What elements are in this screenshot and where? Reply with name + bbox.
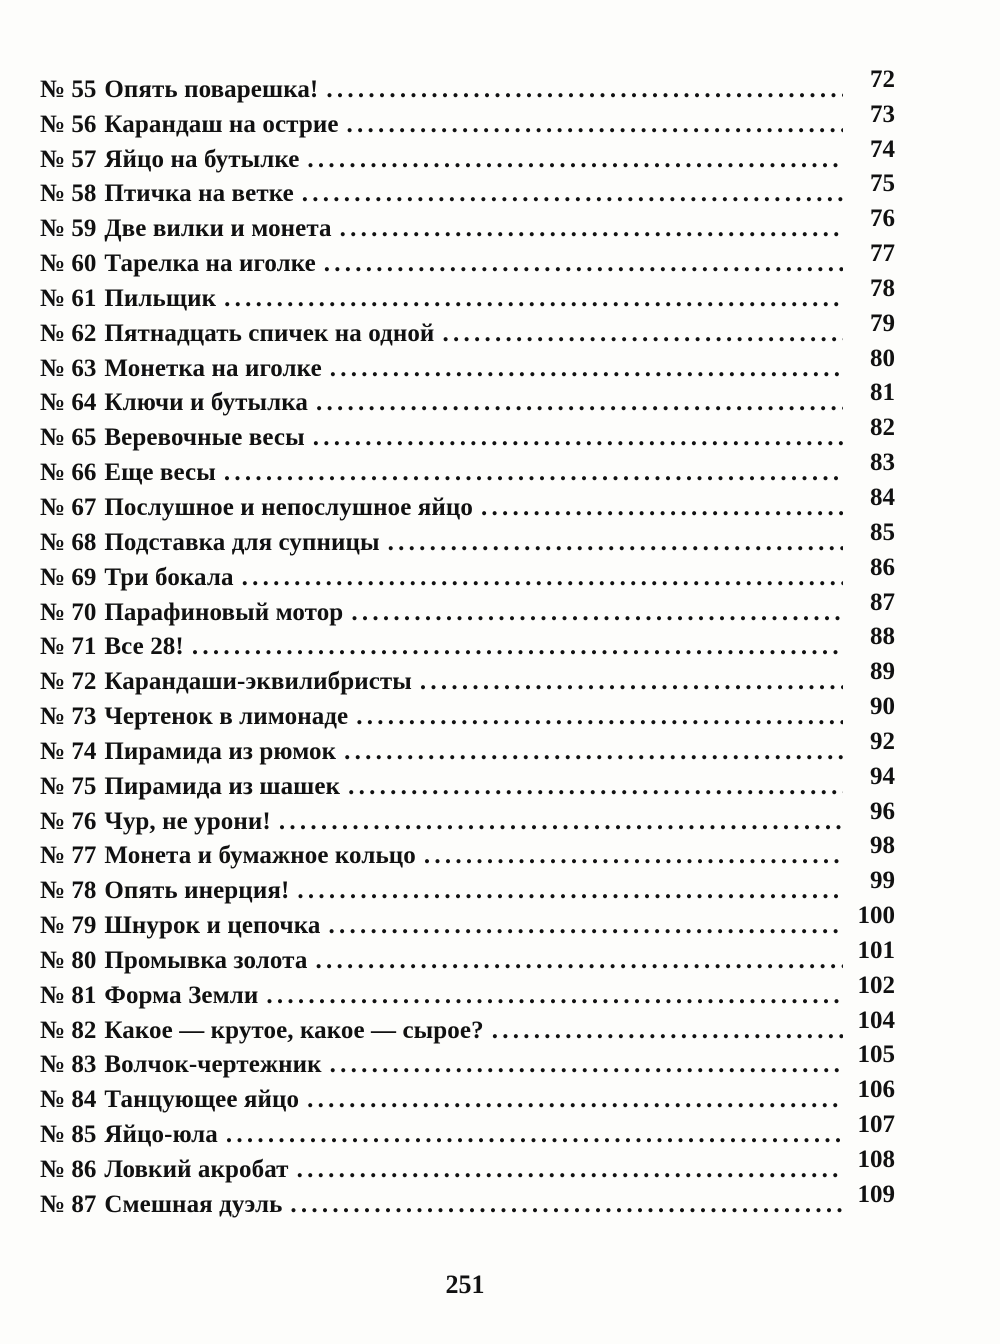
toc-entry-title: Форма Земли bbox=[104, 981, 259, 1009]
toc-entry-title: Птичка на ветке bbox=[104, 180, 294, 208]
toc-entry-page: 89 bbox=[870, 658, 895, 686]
toc-entry-title: Пятнадцать спичек на одной bbox=[104, 319, 435, 347]
toc-entry bbox=[40, 902, 895, 941]
dot-leader bbox=[242, 563, 843, 593]
toc-entry-title: Промывка золота bbox=[104, 946, 308, 974]
toc-entry bbox=[40, 1180, 895, 1220]
toc-entry bbox=[40, 693, 895, 732]
toc-entry-page: 88 bbox=[870, 623, 895, 651]
toc-entry-title: Какое — крутое, какое — сырое? bbox=[104, 1016, 484, 1044]
toc-entry-title: Монета и бумажное кольцо bbox=[104, 842, 416, 870]
toc-entry-number: № 81 bbox=[40, 981, 97, 1009]
dot-leader bbox=[340, 214, 843, 244]
toc-entry-page: 102 bbox=[857, 971, 895, 999]
dot-leader bbox=[347, 110, 843, 140]
dot-leader bbox=[226, 1120, 843, 1150]
toc-entry-title: Все 28! bbox=[104, 633, 184, 661]
toc-entry-title: Ключи и бутылка bbox=[104, 389, 308, 417]
toc-entry bbox=[40, 1146, 895, 1185]
toc-entry bbox=[40, 1076, 895, 1115]
toc-entry-number: № 55 bbox=[40, 75, 97, 103]
toc-entry-number: № 67 bbox=[40, 493, 97, 521]
dot-leader bbox=[492, 1016, 843, 1046]
toc-entry bbox=[40, 553, 895, 593]
toc-entry-title: Тарелка на иголке bbox=[104, 250, 316, 278]
dot-leader bbox=[324, 249, 843, 279]
toc-entry-number: № 85 bbox=[40, 1121, 97, 1149]
toc-entry-page: 87 bbox=[870, 588, 895, 616]
dot-leader bbox=[290, 1190, 843, 1220]
dot-leader bbox=[224, 284, 843, 314]
toc-entry bbox=[40, 65, 895, 105]
dot-leader bbox=[316, 388, 843, 418]
toc-entry-number: № 58 bbox=[40, 180, 97, 208]
toc-entry bbox=[40, 449, 895, 488]
toc-entry-number: № 60 bbox=[40, 250, 97, 278]
toc-entry bbox=[40, 414, 895, 453]
toc-entry-title: Карандаши-эквилибристы bbox=[104, 668, 412, 696]
toc-entry bbox=[40, 971, 895, 1011]
toc-entry bbox=[40, 344, 895, 384]
toc-entry-number: № 66 bbox=[40, 459, 97, 487]
toc-entry-title: Ловкий акробат bbox=[104, 1156, 289, 1183]
toc-entry-page: 77 bbox=[870, 240, 895, 268]
toc-entry-page: 108 bbox=[857, 1146, 895, 1173]
toc-entry-title: Смешная дуэль bbox=[104, 1190, 283, 1218]
toc-entry-title: Яйцо на бутылке bbox=[104, 145, 300, 173]
toc-entry-title: Пильщик bbox=[104, 284, 217, 312]
toc-entry bbox=[40, 658, 895, 697]
toc-entry-page: 101 bbox=[857, 936, 895, 964]
dot-leader bbox=[481, 493, 843, 523]
toc-entry-number: № 80 bbox=[40, 946, 97, 974]
toc-entry-title: Пирамида из шашек bbox=[104, 772, 341, 800]
toc-entry-title: Еще весы bbox=[104, 459, 216, 487]
toc-entry-title: Пирамида из рюмок bbox=[104, 737, 337, 765]
toc-entry-page: 85 bbox=[870, 518, 895, 546]
toc-entry bbox=[40, 483, 895, 523]
toc-entry-number: № 72 bbox=[40, 668, 97, 696]
toc-entry-page: 98 bbox=[870, 832, 895, 860]
toc-entry-page: 79 bbox=[870, 309, 895, 337]
dot-leader bbox=[330, 1050, 843, 1080]
toc-entry bbox=[40, 100, 895, 140]
toc-entry-page: 99 bbox=[870, 867, 895, 895]
dot-leader bbox=[351, 598, 843, 628]
dot-leader bbox=[315, 946, 843, 976]
dot-leader bbox=[424, 841, 843, 871]
toc-entry bbox=[40, 867, 895, 906]
dot-leader bbox=[388, 528, 843, 558]
toc-entry-number: № 86 bbox=[40, 1156, 97, 1183]
toc-entry-page: 94 bbox=[870, 762, 895, 790]
dot-leader bbox=[266, 981, 843, 1011]
toc-entry-title: Опять поварешка! bbox=[104, 75, 319, 103]
toc-entry bbox=[40, 797, 895, 837]
toc-entry bbox=[40, 762, 895, 802]
toc-entry bbox=[40, 170, 895, 210]
dot-leader bbox=[420, 667, 843, 697]
toc-entry-title: Парафиновый мотор bbox=[104, 598, 344, 626]
toc-entry-number: № 69 bbox=[40, 563, 97, 591]
toc-entry-number: № 75 bbox=[40, 772, 97, 800]
toc-entry bbox=[40, 309, 895, 349]
toc-entry-number: № 83 bbox=[40, 1051, 97, 1079]
dot-leader bbox=[442, 319, 843, 349]
toc-entry bbox=[40, 274, 895, 314]
toc-entry-title: Монетка на иголке bbox=[104, 354, 322, 382]
table-of-contents bbox=[40, 65, 895, 1220]
toc-entry bbox=[40, 240, 895, 279]
toc-entry bbox=[40, 588, 895, 628]
toc-entry-title: Веревочные весы bbox=[104, 424, 305, 452]
toc-entry-page: 76 bbox=[870, 205, 895, 233]
toc-entry-number: № 56 bbox=[40, 110, 97, 138]
toc-entry bbox=[40, 379, 895, 419]
toc-entry-page: 81 bbox=[870, 379, 895, 407]
toc-entry-page: 75 bbox=[870, 170, 895, 198]
dot-leader bbox=[344, 737, 843, 767]
toc-entry-number: № 62 bbox=[40, 319, 97, 347]
dot-leader bbox=[307, 145, 843, 175]
dot-leader bbox=[326, 75, 843, 105]
toc-entry-page: 86 bbox=[870, 553, 895, 581]
toc-entry-page: 82 bbox=[870, 414, 895, 442]
dot-leader bbox=[330, 354, 843, 384]
toc-entry-title: Танцующее яйцо bbox=[104, 1086, 300, 1114]
toc-entry bbox=[40, 205, 895, 244]
toc-entry-number: № 76 bbox=[40, 807, 97, 835]
toc-entry bbox=[40, 727, 895, 767]
toc-entry-page: 107 bbox=[857, 1111, 895, 1139]
toc-entry-title: Послушное и непослушное яйцо bbox=[104, 493, 473, 521]
toc-entry-title: Две вилки и монета bbox=[104, 215, 332, 243]
toc-entry-number: № 84 bbox=[40, 1086, 97, 1114]
toc-entry-number: № 65 bbox=[40, 424, 97, 452]
toc-entry-number: № 78 bbox=[40, 877, 97, 905]
toc-entry-number: № 87 bbox=[40, 1190, 97, 1218]
toc-entry-page: 90 bbox=[870, 693, 895, 721]
toc-entry-number: № 79 bbox=[40, 912, 97, 940]
toc-entry-page: 104 bbox=[857, 1006, 895, 1034]
toc-entry-page: 106 bbox=[857, 1076, 895, 1104]
toc-entry-number: № 61 bbox=[40, 284, 97, 312]
toc-entry-number: № 77 bbox=[40, 842, 97, 870]
toc-entry bbox=[40, 1111, 895, 1150]
toc-entry-title: Чертенок в лимонаде bbox=[104, 703, 349, 731]
dot-leader bbox=[302, 179, 843, 209]
toc-entry-number: № 57 bbox=[40, 145, 97, 173]
dot-leader bbox=[279, 807, 843, 837]
toc-entry-page: 73 bbox=[870, 100, 895, 128]
dot-leader bbox=[297, 876, 843, 906]
toc-entry-number: № 71 bbox=[40, 633, 97, 661]
toc-entry-page: 96 bbox=[870, 797, 895, 825]
toc-entry-title: Карандаш на острие bbox=[104, 110, 339, 138]
toc-entry-number: № 74 bbox=[40, 737, 97, 765]
toc-entry-page: 92 bbox=[870, 727, 895, 755]
toc-entry-page: 78 bbox=[870, 274, 895, 302]
dot-leader bbox=[328, 911, 843, 941]
toc-entry-number: № 73 bbox=[40, 703, 97, 731]
toc-entry bbox=[40, 1041, 895, 1081]
toc-entry-number: № 70 bbox=[40, 598, 97, 626]
dot-leader bbox=[348, 772, 843, 802]
toc-entry-title: Подставка для супницы bbox=[104, 528, 380, 556]
dot-leader bbox=[307, 1085, 843, 1115]
toc-entry-title: Чур, не урони! bbox=[104, 807, 271, 835]
toc-entry-page: 72 bbox=[870, 65, 895, 93]
page-number: 251 bbox=[445, 1270, 485, 1299]
dot-leader bbox=[356, 702, 843, 732]
toc-entry-page: 105 bbox=[857, 1041, 895, 1069]
dot-leader bbox=[313, 423, 843, 453]
toc-entry-page: 80 bbox=[870, 344, 895, 372]
toc-entry-title: Шнурок и цепочка bbox=[104, 912, 321, 940]
dot-leader bbox=[224, 458, 843, 488]
dot-leader bbox=[192, 632, 843, 662]
toc-entry-number: № 63 bbox=[40, 354, 97, 382]
toc-entry-page: 100 bbox=[857, 902, 895, 930]
toc-entry-title: Опять инерция! bbox=[104, 877, 290, 905]
toc-entry bbox=[40, 135, 895, 175]
toc-entry bbox=[40, 623, 895, 663]
toc-entry bbox=[40, 936, 895, 976]
toc-entry-title: Три бокала bbox=[104, 563, 234, 591]
dot-leader bbox=[297, 1155, 843, 1185]
toc-entry bbox=[40, 518, 895, 558]
toc-entry-number: № 68 bbox=[40, 528, 97, 556]
toc-entry bbox=[40, 1006, 895, 1046]
toc-entry-title: Волчок-чертежник bbox=[104, 1051, 322, 1079]
toc-entry-page: 74 bbox=[870, 135, 895, 163]
toc-entry-page: 83 bbox=[870, 449, 895, 477]
toc-entry-number: № 59 bbox=[40, 215, 97, 243]
toc-entry-number: № 82 bbox=[40, 1016, 97, 1044]
toc-entry-page: 109 bbox=[857, 1180, 895, 1208]
toc-entry-page: 84 bbox=[870, 483, 895, 511]
toc-entry-title: Яйцо-юла bbox=[104, 1121, 218, 1149]
toc-entry-number: № 64 bbox=[40, 389, 97, 417]
toc-entry bbox=[40, 832, 895, 872]
